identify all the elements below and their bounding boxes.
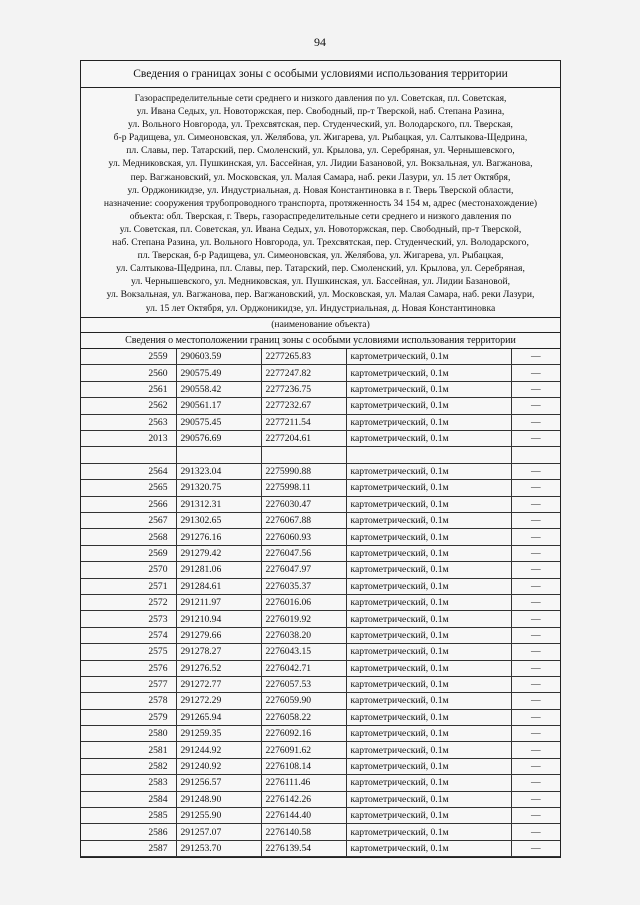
- point-number-cell: 2571: [81, 578, 176, 594]
- method-accuracy-cell: картометрический, 0.1м: [346, 660, 511, 676]
- method-accuracy-cell: картометрический, 0.1м: [346, 824, 511, 840]
- method-accuracy-cell: картометрический, 0.1м: [346, 644, 511, 660]
- method-accuracy-cell: картометрический, 0.1м: [346, 726, 511, 742]
- coordinates-table: [81, 349, 560, 858]
- x-coordinate-cell: 291244.92: [176, 742, 261, 758]
- y-coordinate-cell: 2275998.11: [261, 480, 346, 496]
- x-coordinate-cell: 291279.66: [176, 627, 261, 643]
- method-accuracy-cell: картометрический, 0.1м: [346, 791, 511, 807]
- table-row: [81, 381, 560, 397]
- point-number-cell: 2575: [81, 644, 176, 660]
- method-accuracy-cell: картометрический, 0.1м: [346, 529, 511, 545]
- point-number-cell: 2579: [81, 709, 176, 725]
- description-cell: —: [511, 693, 560, 709]
- table-row: [81, 840, 560, 856]
- table-row: [81, 644, 560, 660]
- y-coordinate-cell: 2277204.61: [261, 431, 346, 447]
- point-number-cell: 2559: [81, 349, 176, 365]
- y-coordinate-cell: 2277265.83: [261, 349, 346, 365]
- method-accuracy-cell: картометрический, 0.1м: [346, 496, 511, 512]
- y-coordinate-cell: 2276058.22: [261, 709, 346, 725]
- y-coordinate-cell: 2276043.15: [261, 644, 346, 660]
- table-row: [81, 676, 560, 692]
- description-cell: —: [511, 414, 560, 430]
- point-number-cell: 2577: [81, 676, 176, 692]
- method-accuracy-cell: картометрический, 0.1м: [346, 480, 511, 496]
- description-cell: —: [511, 824, 560, 840]
- x-coordinate-cell: 291253.70: [176, 840, 261, 856]
- method-accuracy-cell: картометрический, 0.1м: [346, 627, 511, 643]
- x-coordinate-cell: 291323.04: [176, 463, 261, 479]
- description-cell: —: [511, 611, 560, 627]
- description-cell: —: [511, 529, 560, 545]
- object-description-line: ул. 15 лет Октября, ул. Орджоникидзе, ул. Индустриальная, д. Новая Константиновка: [145, 302, 496, 314]
- point-number-cell: 2567: [81, 513, 176, 529]
- point-number-cell: 2576: [81, 660, 176, 676]
- object-description-line: ул. Советская, пл. Советская, ул. Ивана Седых, ул. Новоторжская, пер. Свободный, пр-т Тверской,: [119, 223, 522, 235]
- point-number-cell: 2581: [81, 742, 176, 758]
- point-number-cell: 2568: [81, 529, 176, 545]
- description-cell: —: [511, 545, 560, 561]
- description-cell: —: [511, 594, 560, 610]
- object-caption: (наименование объекта): [81, 317, 560, 332]
- x-coordinate-cell: 291276.52: [176, 660, 261, 676]
- y-coordinate-cell: 2276108.14: [261, 758, 346, 774]
- method-accuracy-cell: картометрический, 0.1м: [346, 545, 511, 561]
- y-coordinate-cell: 2276019.92: [261, 611, 346, 627]
- table-row: [81, 791, 560, 807]
- description-cell: —: [511, 431, 560, 447]
- y-coordinate-cell: 2277247.82: [261, 365, 346, 381]
- y-coordinate-cell: 2276057.53: [261, 676, 346, 692]
- object-description: [81, 88, 560, 317]
- sheet-title: Сведения о границах зоны с особыми условиями использования территории: [81, 61, 560, 88]
- table-row: [81, 431, 560, 447]
- point-number-cell: 2560: [81, 365, 176, 381]
- x-coordinate-cell: 291312.31: [176, 496, 261, 512]
- object-description-line: ул. Салтыкова-Щедрина, пл. Славы, пер. Татарский, пер. Смоленский, ул. Крылова, ул. Серебряная,: [116, 263, 525, 275]
- description-cell: —: [511, 676, 560, 692]
- description-cell: —: [511, 381, 560, 397]
- method-accuracy-cell: картометрический, 0.1м: [346, 562, 511, 578]
- x-coordinate-cell: 291256.57: [176, 775, 261, 791]
- method-accuracy-cell: картометрический, 0.1м: [346, 693, 511, 709]
- object-description-line: объекта: обл. Тверская, г. Тверь, газораспределительные сети среднего и низкого давления по: [129, 210, 512, 222]
- description-cell: —: [511, 349, 560, 365]
- y-coordinate-cell: 2277236.75: [261, 381, 346, 397]
- y-coordinate-cell: 2276042.71: [261, 660, 346, 676]
- table-row: [81, 808, 560, 824]
- method-accuracy-cell: картометрический, 0.1м: [346, 709, 511, 725]
- x-coordinate-cell: 291259.35: [176, 726, 261, 742]
- x-coordinate-cell: 291248.90: [176, 791, 261, 807]
- y-coordinate-cell: 2276060.93: [261, 529, 346, 545]
- x-coordinate-cell: 290603.59: [176, 349, 261, 365]
- object-description-line: б-р Радищева, ул. Симеоновская, ул. Желябова, ул. Жигарева, ул. Рыбацкая, ул. Салтыкова-Щедрина,: [113, 132, 528, 144]
- description-cell: —: [511, 463, 560, 479]
- x-coordinate-cell: 290561.17: [176, 398, 261, 414]
- zone-boundaries-sheet: [80, 60, 561, 858]
- object-description-line: назначение: сооружения трубопроводного транспорта, протяженность 34 154 м, адрес (местонахождение): [103, 197, 538, 209]
- point-number-cell: 2566: [81, 496, 176, 512]
- y-coordinate-cell: 2276047.56: [261, 545, 346, 561]
- x-coordinate-cell: 291284.61: [176, 578, 261, 594]
- point-number-cell: 2562: [81, 398, 176, 414]
- y-coordinate-cell: 2276144.40: [261, 808, 346, 824]
- table-row: [81, 709, 560, 725]
- y-coordinate-cell: 2276030.47: [261, 496, 346, 512]
- method-accuracy-cell: картометрический, 0.1м: [346, 431, 511, 447]
- method-accuracy-cell: картометрический, 0.1м: [346, 463, 511, 479]
- point-number-cell: 2564: [81, 463, 176, 479]
- y-coordinate-cell: 2276035.37: [261, 578, 346, 594]
- x-coordinate-cell: 291279.42: [176, 545, 261, 561]
- object-description-line: ул. Ивана Седых, ул. Новоторжская, пер. Свободный, пр-т Тверской, наб. Степана Разина,: [136, 106, 505, 118]
- description-cell: —: [511, 660, 560, 676]
- method-accuracy-cell: картометрический, 0.1м: [346, 398, 511, 414]
- point-number-cell: 2585: [81, 808, 176, 824]
- table-row: [81, 365, 560, 381]
- description-cell: —: [511, 627, 560, 643]
- table-row: [81, 611, 560, 627]
- point-number-cell: 2013: [81, 431, 176, 447]
- method-accuracy-cell: картометрический, 0.1м: [346, 594, 511, 610]
- point-number-cell: 2574: [81, 627, 176, 643]
- description-cell: —: [511, 742, 560, 758]
- method-accuracy-cell: картометрический, 0.1м: [346, 578, 511, 594]
- method-accuracy-cell: картометрический, 0.1м: [346, 676, 511, 692]
- object-description-line: ул. Орджоникидзе, ул. Индустриальная, д. Новая Константиновка в г. Тверь Тверской области,: [127, 184, 514, 196]
- table-row: [81, 496, 560, 512]
- x-coordinate-cell: 291210.94: [176, 611, 261, 627]
- table-row: [81, 414, 560, 430]
- y-coordinate-cell: 2276067.88: [261, 513, 346, 529]
- x-coordinate-cell: 291320.75: [176, 480, 261, 496]
- y-coordinate-cell: 2276140.58: [261, 824, 346, 840]
- y-coordinate-cell: 2275990.88: [261, 463, 346, 479]
- table-row: [81, 480, 560, 496]
- y-coordinate-cell: 2277232.67: [261, 398, 346, 414]
- object-description-line: ул. Вольного Новгорода, ул. Трехсвятская, пер. Студенческий, ул. Володарского, пл. Тверская,: [128, 119, 513, 131]
- description-cell: —: [511, 808, 560, 824]
- x-coordinate-cell: 291272.77: [176, 676, 261, 692]
- point-number-cell: 2586: [81, 824, 176, 840]
- point-number-cell: 2570: [81, 562, 176, 578]
- method-accuracy-cell: картометрический, 0.1м: [346, 513, 511, 529]
- table-row: [81, 693, 560, 709]
- object-description-line: ул. Вокзальная, ул. Вагжанова, пер. Вагжановский, ул. Московская, ул. Малая Самара, наб. реки Лазури,: [106, 289, 535, 301]
- object-description-line: ул. Медниковская, ул. Пушкинская, ул. Бассейная, ул. Лидии Базановой, ул. Вокзальная, ул. Вагжанова,: [108, 158, 533, 170]
- empty-cell: [511, 447, 560, 463]
- x-coordinate-cell: 291276.16: [176, 529, 261, 545]
- description-cell: —: [511, 775, 560, 791]
- description-cell: —: [511, 709, 560, 725]
- x-coordinate-cell: 291265.94: [176, 709, 261, 725]
- point-number-cell: 2569: [81, 545, 176, 561]
- description-cell: —: [511, 398, 560, 414]
- table-row: [81, 562, 560, 578]
- table-row: [81, 775, 560, 791]
- description-cell: —: [511, 480, 560, 496]
- method-accuracy-cell: картометрический, 0.1м: [346, 611, 511, 627]
- table-row: [81, 545, 560, 561]
- y-coordinate-cell: 2276047.97: [261, 562, 346, 578]
- x-coordinate-cell: 290575.49: [176, 365, 261, 381]
- table-row: [81, 726, 560, 742]
- x-coordinate-cell: 290575.45: [176, 414, 261, 430]
- coordinates-section-title: Сведения о местоположении границ зоны с особыми условиями использования территории: [81, 332, 560, 349]
- table-row: [81, 594, 560, 610]
- table-row: [81, 824, 560, 840]
- method-accuracy-cell: картометрический, 0.1м: [346, 840, 511, 856]
- table-row: [81, 758, 560, 774]
- point-number-cell: 2578: [81, 693, 176, 709]
- object-description-line: наб. Степана Разина, ул. Вольного Новгорода, ул. Трехсвятская, пер. Студенческий, ул. Володарского,: [112, 237, 529, 249]
- object-description-line: Газораспределительные сети среднего и низкого давления по ул. Советская, пл. Советская,: [134, 93, 507, 104]
- description-cell: —: [511, 791, 560, 807]
- y-coordinate-cell: 2276092.16: [261, 726, 346, 742]
- y-coordinate-cell: 2276038.20: [261, 627, 346, 643]
- method-accuracy-cell: картометрический, 0.1м: [346, 775, 511, 791]
- table-row: [81, 627, 560, 643]
- description-cell: —: [511, 578, 560, 594]
- object-description-line: пл. Тверская, б-р Радищева, ул. Симеоновская, ул. Желябова, ул. Жигарева, ул. Рыбацкая,: [137, 250, 504, 262]
- page-number: 94: [314, 35, 326, 49]
- method-accuracy-cell: картометрический, 0.1м: [346, 414, 511, 430]
- object-description-line: пер. Вагжановский, ул. Московская, ул. Малая Самара, наб. реки Лазури, ул. 15 лет Октября,: [130, 171, 511, 183]
- point-number-cell: 2565: [81, 480, 176, 496]
- table-row: [81, 742, 560, 758]
- empty-cell: [176, 447, 261, 463]
- empty-cell: [261, 447, 346, 463]
- description-cell: —: [511, 644, 560, 660]
- description-cell: —: [511, 513, 560, 529]
- method-accuracy-cell: картометрический, 0.1м: [346, 808, 511, 824]
- table-row: [81, 578, 560, 594]
- empty-cell: [81, 447, 176, 463]
- x-coordinate-cell: 290576.69: [176, 431, 261, 447]
- point-number-cell: 2580: [81, 726, 176, 742]
- x-coordinate-cell: 291240.92: [176, 758, 261, 774]
- table-row: [81, 398, 560, 414]
- x-coordinate-cell: 291211.97: [176, 594, 261, 610]
- method-accuracy-cell: картометрический, 0.1м: [346, 365, 511, 381]
- description-cell: —: [511, 562, 560, 578]
- description-cell: —: [511, 365, 560, 381]
- table-row: [81, 660, 560, 676]
- point-number-cell: 2587: [81, 840, 176, 856]
- method-accuracy-cell: картометрический, 0.1м: [346, 758, 511, 774]
- y-coordinate-cell: 2276059.90: [261, 693, 346, 709]
- description-cell: —: [511, 726, 560, 742]
- point-number-cell: 2573: [81, 611, 176, 627]
- method-accuracy-cell: картометрический, 0.1м: [346, 349, 511, 365]
- table-row-separator: [81, 447, 560, 463]
- point-number-cell: 2584: [81, 791, 176, 807]
- y-coordinate-cell: 2276139.54: [261, 840, 346, 856]
- x-coordinate-cell: 291281.06: [176, 562, 261, 578]
- method-accuracy-cell: картометрический, 0.1м: [346, 381, 511, 397]
- table-row: [81, 349, 560, 365]
- object-description-line: пл. Славы, пер. Татарский, пер. Смоленский, ул. Крылова, ул. Серебряная, ул. Чернышевского,: [126, 145, 515, 157]
- point-number-cell: 2572: [81, 594, 176, 610]
- method-accuracy-cell: картометрический, 0.1м: [346, 742, 511, 758]
- description-cell: —: [511, 496, 560, 512]
- x-coordinate-cell: 291302.65: [176, 513, 261, 529]
- y-coordinate-cell: 2277211.54: [261, 414, 346, 430]
- y-coordinate-cell: 2276016.06: [261, 594, 346, 610]
- point-number-cell: 2563: [81, 414, 176, 430]
- y-coordinate-cell: 2276091.62: [261, 742, 346, 758]
- point-number-cell: 2561: [81, 381, 176, 397]
- table-row: [81, 513, 560, 529]
- point-number-cell: 2583: [81, 775, 176, 791]
- empty-cell: [346, 447, 511, 463]
- x-coordinate-cell: 291278.27: [176, 644, 261, 660]
- x-coordinate-cell: 290558.42: [176, 381, 261, 397]
- table-row: [81, 529, 560, 545]
- x-coordinate-cell: 291272.29: [176, 693, 261, 709]
- point-number-cell: 2582: [81, 758, 176, 774]
- description-cell: —: [511, 758, 560, 774]
- y-coordinate-cell: 2276142.26: [261, 791, 346, 807]
- object-description-line: ул. Чернышевского, ул. Медниковская, ул. Пушкинская, ул. Бассейная, ул. Лидии Базановой,: [130, 276, 511, 288]
- y-coordinate-cell: 2276111.46: [261, 775, 346, 791]
- table-row: [81, 463, 560, 479]
- description-cell: —: [511, 840, 560, 856]
- x-coordinate-cell: 291257.07: [176, 824, 261, 840]
- x-coordinate-cell: 291255.90: [176, 808, 261, 824]
